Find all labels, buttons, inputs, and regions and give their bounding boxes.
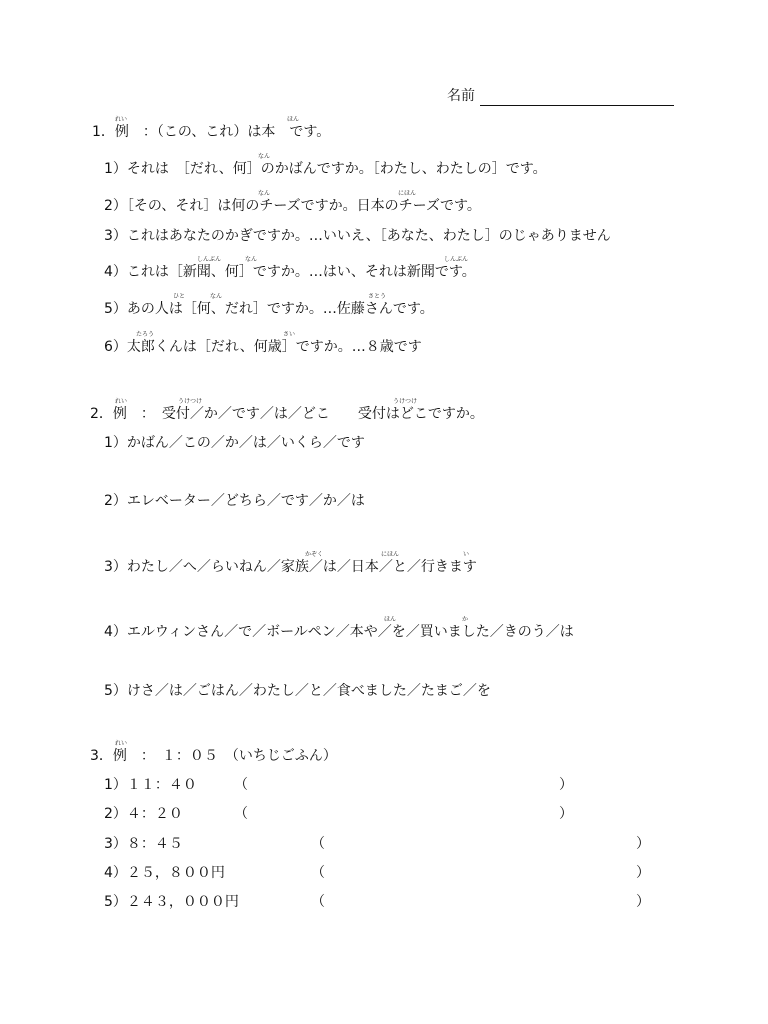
s3-example: 3．例 ： １：０５ （いちじごふん）: [90, 748, 337, 764]
s2-item-3: 3）わたし／へ／らいねん／家族／は／日本／と／行きます: [104, 559, 477, 575]
s3-item-4-open: （: [311, 865, 325, 881]
ruby-nihon: にほん: [398, 190, 417, 197]
ruby-hito: ひと: [173, 293, 186, 300]
s3-item-2-open: （: [234, 806, 248, 822]
s1-item-2: 2）［その、それ］は何のチーズですか。日本のチーズです。: [104, 198, 481, 214]
s2-example: 2．例 ： 受付／か／です／は／どこ 受付はどこですか。: [90, 406, 484, 422]
name-label: 名前: [447, 88, 475, 104]
s1-item-1: 1）それは ［だれ、何］のかばんですか。［わたし、わたしの］です。: [104, 161, 547, 177]
ruby-tarou: たろう: [136, 331, 155, 338]
s2-item-2: 2）エレベーター／どちら／です／か／は: [104, 493, 365, 509]
s3-item-3-label: 3）８：４５: [104, 836, 183, 852]
s3-item-2-close: ）: [559, 806, 573, 822]
name-underline: [480, 105, 674, 106]
ruby-nan: なん: [258, 190, 271, 197]
ruby-nan: なん: [210, 293, 223, 300]
s3-item-2-label: 2）４：２０: [104, 806, 183, 822]
ruby-kazoku: かぞく: [305, 551, 324, 558]
s3-item-1-open: （: [234, 777, 248, 793]
s1-item-5: 5）あの人は［何、だれ］ですか。…佐藤さんです。: [104, 301, 434, 317]
ruby-shinbun: しんぶん: [197, 256, 222, 263]
s1-example: 1．例 ：（この、これ）は本 です。: [92, 124, 331, 140]
s3-item-5-label: 5）２４３，０００円: [104, 894, 239, 910]
s3-item-5-open: （: [311, 894, 325, 910]
ruby-hon: ほん: [384, 616, 397, 623]
ruby-rei: れい: [115, 740, 128, 747]
s3-item-3-close: ）: [636, 836, 650, 852]
s3-item-3-open: （: [311, 836, 325, 852]
s3-item-4-close: ）: [636, 865, 650, 881]
ruby-rei: れい: [115, 116, 128, 123]
s3-item-1-close: ）: [559, 777, 573, 793]
s2-item-1: 1）かばん／この／か／は／いくら／です: [104, 435, 365, 451]
s2-item-4: 4）エルウィンさん／で／ボールペン／本や／を／買いました／きのう／は: [104, 624, 574, 640]
s3-item-5-close: ）: [636, 894, 650, 910]
ruby-nan: なん: [245, 256, 258, 263]
s1-item-3: 3）これはあなたのかぎですか。…いいえ、［あなた、わたし］のじゃありません: [104, 228, 611, 244]
ruby-shinbun: しんぶん: [444, 256, 469, 263]
ruby-nan: なん: [258, 153, 271, 160]
ruby-uketsuke: うけつけ: [393, 398, 418, 405]
ruby-rei: れい: [115, 398, 128, 405]
ruby-satou: さとう: [368, 293, 387, 300]
s1-item-4: 4）これは［新聞、何］ですか。…はい、それは新聞です。: [104, 264, 476, 280]
s3-item-1-label: 1）１１：４０: [104, 777, 197, 793]
ruby-nihon: にほん: [381, 551, 400, 558]
s2-item-5: 5）けさ／は／ごはん／わたし／と／食べました／たまご／を: [104, 683, 491, 699]
ruby-hon: ほん: [287, 116, 300, 123]
ruby-ka: か: [462, 616, 469, 623]
ruby-uketsuke: うけつけ: [178, 398, 203, 405]
s3-item-4-label: 4）２５，８００円: [104, 865, 225, 881]
ruby-i: い: [463, 551, 470, 558]
s1-item-6: 6）太郎くんは［だれ、何歳］ですか。…８歳です: [104, 339, 422, 355]
ruby-sai: さい: [283, 331, 296, 338]
